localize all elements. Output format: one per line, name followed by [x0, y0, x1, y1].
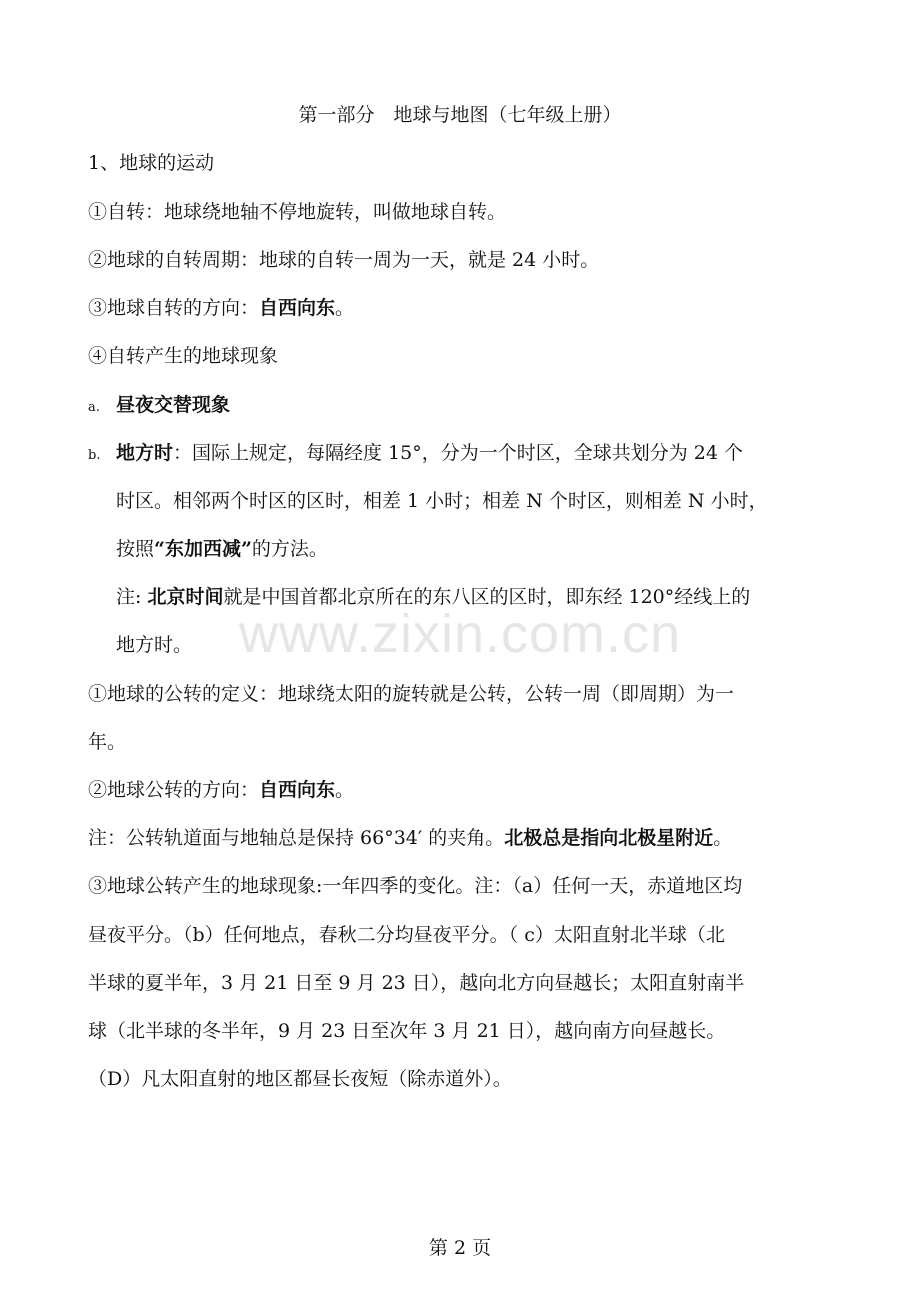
sub-b-marker: b. — [88, 448, 101, 463]
rule-suffix: 的方法。 — [251, 538, 328, 560]
beijing-time-text: 就是中国首都北京所在的东八区的区时，即东经 120°经线上的 — [223, 586, 751, 608]
axis-tilt-text: 注：公转轨道面与地轴总是保持 66°34′ 的夹角。 — [88, 827, 505, 849]
day-night-alternation: 昼夜交替现象 — [116, 394, 231, 416]
section-heading: 1、地球的运动 — [88, 152, 215, 174]
revolution-item-2 — [88, 778, 354, 802]
axis-tilt-end: 。 — [713, 827, 733, 849]
beijing-time-note-line-2: 地方时。 — [116, 634, 193, 656]
note-label: 注: — [116, 586, 148, 608]
revolution-item-1-line-1: ①地球的公转的定义：地球绕太阳的旋转就是公转，公转一周（即周期）为一 — [88, 683, 735, 705]
beijing-time-term: 北京时间 — [147, 586, 224, 608]
east-add-west-subtract: “东加西减” — [154, 538, 252, 560]
rotation-item-2: ②地球的自转周期：地球的自转一周为一天，就是 24 小时。 — [88, 249, 600, 271]
revolution-item-3-line-4: 球（北半球的冬半年，9 月 23 日至次年 3 月 21 日），越向南方向昼越长。 — [88, 1020, 726, 1042]
local-time-text: ：国际上规定，每隔经度 15°，分为一个时区，全球共划分为 24 个 — [173, 442, 743, 464]
sub-a-marker: a. — [88, 400, 100, 415]
revolution-item-1-line-2: 年。 — [88, 731, 127, 753]
axis-tilt-note — [88, 826, 732, 850]
revolution-item-2-end: 。 — [335, 779, 355, 801]
page-number: 第 2 页 — [428, 1237, 492, 1259]
revolution-item-3-line-3: 半球的夏半年，3 月 21 日至 9 月 23 日），越向北方向昼越长；太阳直射南半 — [88, 972, 745, 994]
rotation-sub-b-line-2: 时区。相邻两个时区的区时，相差 1 小时；相差 N 个时区，则相差 N 小时， — [116, 490, 768, 512]
rotation-item-1: ①自转：地球绕地轴不停地旋转，叫做地球自转。 — [88, 201, 507, 223]
rotation-item-4: ④自转产生的地球现象 — [88, 345, 279, 367]
revolution-item-2-label: ②地球公转的方向： — [88, 779, 260, 801]
rotation-sub-a — [88, 393, 230, 420]
revolution-item-3-line-1: ③地球公转产生的地球现象:一年四季的变化。注：（a）任何一天，赤道地区均 — [88, 875, 743, 897]
rule-prefix: 按照 — [116, 538, 155, 560]
rotation-sub-b-line-3 — [116, 537, 328, 561]
revolution-item-3-line-2: 昼夜平分。（b）任何地点，春秋二分均昼夜平分。（ c）太阳直射北半球（北 — [88, 924, 725, 946]
revolution-direction: 自西向东 — [259, 779, 336, 801]
rotation-item-3 — [88, 296, 354, 320]
rotation-item-3-label: ③地球自转的方向： — [88, 297, 260, 319]
north-pole-star: 北极总是指向北极星附近 — [504, 827, 714, 849]
rotation-item-3-end: 。 — [335, 297, 355, 319]
rotation-sub-b-line-1 — [88, 441, 743, 468]
page-title: 第一部分 地球与地图（七年级上册） — [298, 104, 622, 126]
revolution-item-3-line-5: （D）凡太阳直射的地区都昼长夜短（除赤道外）。 — [88, 1068, 512, 1090]
watermark: www.zixin.com.cn — [238, 604, 682, 664]
rotation-direction: 自西向东 — [259, 297, 336, 319]
local-time-term: 地方时 — [116, 442, 174, 464]
